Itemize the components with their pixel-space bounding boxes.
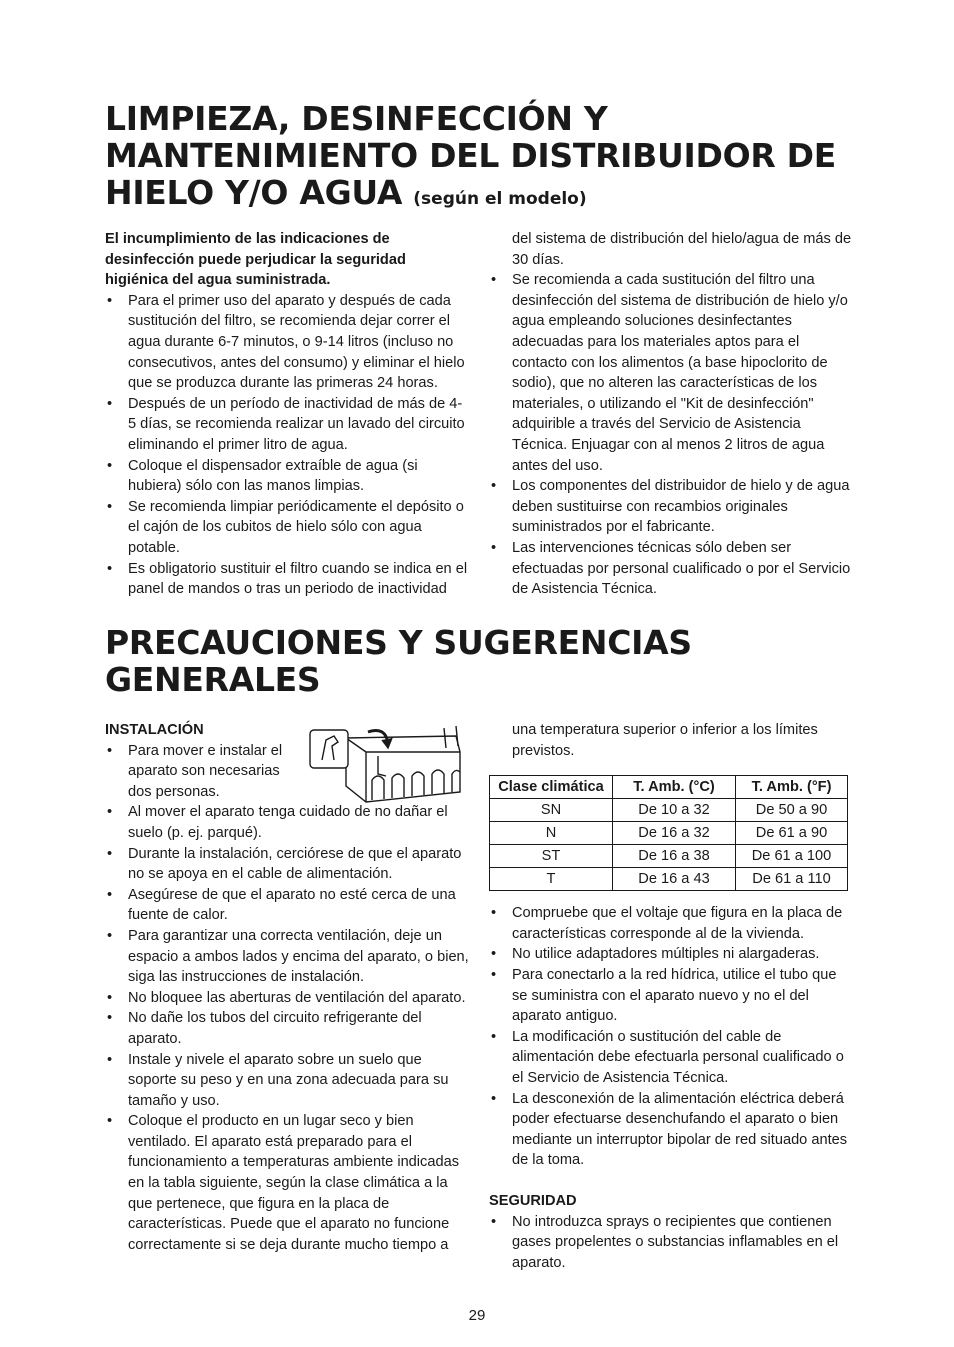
installation-column xyxy=(105,720,470,1255)
table-cell: SN xyxy=(490,799,613,822)
title-line: LIMPIEZA, DESINFECCIÓN Y xyxy=(105,99,608,138)
list-item: • Coloque el producto en un lugar seco y bien ventilado. El aparato está preparado para el funcionamiento a temperaturas ambiente indicadas en la tabla siguiente, según la clase climática a la que pertenece, que figura en la placa de características. Puede que el aparato no funcione correctamente si se deja durante mucho tiempo a xyxy=(105,1111,470,1255)
list-item: • No introduzca sprays o recipientes que contienen gases propelentes o substancias inflamables en el aparato. xyxy=(489,1212,854,1274)
table-cell: N xyxy=(490,822,613,845)
table-row xyxy=(490,868,848,891)
title-line: PRECAUCIONES Y SUGERENCIAS xyxy=(105,623,692,662)
table-cell: De 16 a 43 xyxy=(613,868,736,891)
continued-text: una temperatura superior o inferior a los límites previstos. xyxy=(512,722,818,759)
list-item: • Instale y nivele el aparato sobre un suelo que soporte su peso y en una zona adecuada para su tamaño y uso. xyxy=(105,1050,470,1112)
list-item: • Se recomienda limpiar periódicamente el depósito o el cajón de los cubitos de hielo sólo con agua potable. xyxy=(105,497,470,559)
climate-class-table xyxy=(489,775,848,891)
table-cell: De 10 a 32 xyxy=(613,799,736,822)
table-cell: De 61 a 90 xyxy=(736,822,848,845)
table-cell: De 50 a 90 xyxy=(736,799,848,822)
table-row xyxy=(490,845,848,868)
table-row xyxy=(490,822,848,845)
title-line: GENERALES xyxy=(105,660,321,699)
cleaning-list-right xyxy=(489,270,854,600)
precautions-right-column xyxy=(489,720,854,1273)
list-item: • Se recomienda a cada sustitución del filtro una desinfección del sistema de distribución de hielo y/o agua empleando soluciones desinfectantes adecuadas para los materiales aptos para el contacto con los alimentos (a base hipoclorito de sodio), que no alteren las características de los materiales, o utilizando el "Kit de desinfección" adquirible a través del Servicio de Asistencia Técnica. Enjuagar con al menos 2 litros de agua antes del uso. xyxy=(489,270,854,476)
title-line xyxy=(105,174,836,218)
electrical-list xyxy=(489,903,854,1171)
list-item: • La modificación o sustitución del cable de alimentación debe efectuarla personal cualificado o el Servicio de Asistencia Técnica. xyxy=(489,1027,854,1089)
table-cell: De 61 a 100 xyxy=(736,845,848,868)
safety-heading: SEGURIDAD xyxy=(489,1192,577,1209)
table-header: T. Amb. (°F) xyxy=(736,776,848,799)
list-item: • No dañe los tubos del circuito refrigerante del aparato. xyxy=(105,1008,470,1049)
section-title-cleaning xyxy=(105,100,836,218)
table-cell: ST xyxy=(490,845,613,868)
cleaning-left-column xyxy=(105,229,470,600)
list-item: • Para garantizar una correcta ventilación, deje un espacio a ambos lados y encima del aparato, o bien, siga las instrucciones de instalación. xyxy=(105,926,470,988)
list-item: • Al mover el aparato tenga cuidado de no dañar el suelo (p. ej. parqué). xyxy=(105,802,470,843)
section-title-precautions xyxy=(105,624,692,698)
list-item: • Es obligatorio sustituir el filtro cuando se indica en el panel de mandos o tras un periodo de inactividad xyxy=(105,559,470,600)
installation-heading: INSTALACIÓN xyxy=(105,722,204,738)
table-header: Clase climática xyxy=(490,776,613,799)
safety-list xyxy=(489,1212,854,1274)
page-number: 29 xyxy=(468,1307,486,1324)
list-item: • Para conectarlo a la red hídrica, utilice el tubo que se suministra con el aparato nuevo y no el del aparato antiguo. xyxy=(489,965,854,1027)
list-item: • Las intervenciones técnicas sólo deben ser efectuadas por personal cualificado o por el Servicio de Asistencia Técnica. xyxy=(489,538,854,600)
list-item: • No utilice adaptadores múltiples ni alargaderas. xyxy=(489,944,854,965)
cleaning-right-column xyxy=(489,229,854,600)
title-line: MANTENIMIENTO DEL DISTRIBUIDOR DE xyxy=(105,136,836,175)
list-item: • Para el primer uso del aparato y después de cada sustitución del filtro, se recomienda dejar correr el agua durante 6-7 minutos, o 9-14 litros (incluso no consecutivos, antes del consumo) y eliminar el hielo que se produzca durante las primeras 24 horas. xyxy=(105,291,470,394)
list-item: • Coloque el dispensador extraíble de agua (si hubiera) sólo con las manos limpias. xyxy=(105,456,470,497)
title-suffix: (según el modelo) xyxy=(413,189,587,209)
list-item: • La desconexión de la alimentación eléctrica deberá poder efectuarse desenchufando el aparato o bien mediante un interruptor bipolar de red situado antes de la toma. xyxy=(489,1089,854,1171)
list-item: • No bloquee las aberturas de ventilación del aparato. xyxy=(105,988,470,1009)
list-item: • Durante la instalación, cerciórese de que el aparato no se apoya en el cable de alimentación. xyxy=(105,844,470,885)
cleaning-list-left xyxy=(105,291,470,600)
list-item: • Después de un período de inactividad de más de 4-5 días, se recomienda realizar un lavado del circuito eliminando el primer litro de agua. xyxy=(105,394,470,456)
title-line-text: HIELO Y/O AGUA xyxy=(105,173,403,212)
list-item: • Los componentes del distribuidor de hielo y de agua deben sustituirse con recambios originales suministrados por el fabricante. xyxy=(489,476,854,538)
table-header-row xyxy=(490,776,848,799)
table-cell: De 16 a 38 xyxy=(613,845,736,868)
hygiene-warning: El incumplimiento de las indicaciones de desinfección puede perjudicar la seguridad higiénica del agua suministrada. xyxy=(105,231,406,289)
table-cell: De 16 a 32 xyxy=(613,822,736,845)
list-item: • Compruebe que el voltaje que figura en la placa de características corresponde al de la vivienda. xyxy=(489,903,854,944)
continued-text: del sistema de distribución del hielo/agua de más de 30 días. xyxy=(512,231,852,268)
table-cell: T xyxy=(490,868,613,891)
table-row xyxy=(490,799,848,822)
table-header: T. Amb. (°C) xyxy=(613,776,736,799)
list-item: • Para mover e instalar el aparato son necesarias dos personas. xyxy=(105,741,288,803)
table-cell: De 61 a 110 xyxy=(736,868,848,891)
installation-list xyxy=(105,741,470,1256)
list-item: • Asegúrese de que el aparato no esté cerca de una fuente de calor. xyxy=(105,885,470,926)
